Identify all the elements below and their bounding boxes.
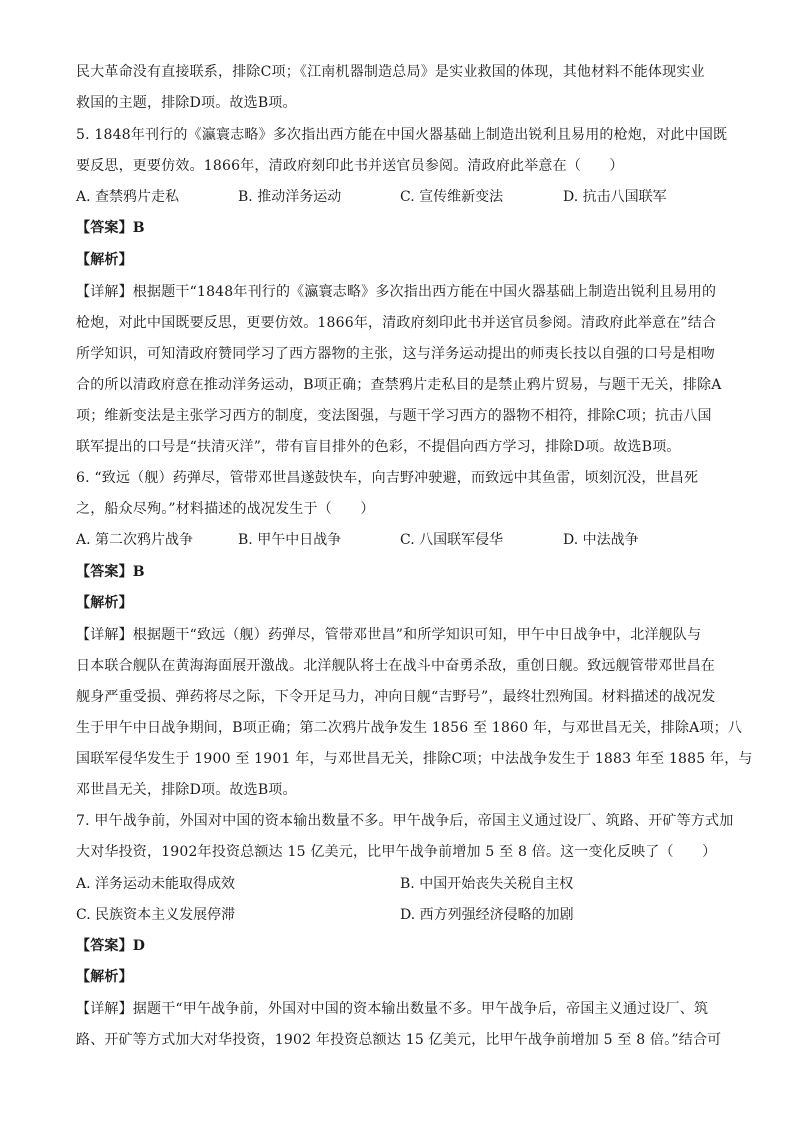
q5-option-b: B. 推动洋务运动 bbox=[238, 189, 342, 205]
q6-option-d: D. 中法战争 bbox=[563, 532, 639, 548]
text-line: 民大革命没有直接联系，排除C项；《江南机器制造总局》是实业救国的体现，其他材料不能体现实业 bbox=[76, 64, 705, 80]
q6-detail: 【详解】根据题干“致远（舰）药弹尽，管带邓世昌”和所学知识可知，甲午中日战争中，北洋舰队与 bbox=[76, 627, 702, 643]
q6-detail: 邓世昌无关，排除D项。故选B项。 bbox=[76, 782, 297, 798]
q5-detail: 项；维新变法是主张学习西方的制度，变法图强，与题干学习西方的器物不相符，排除C项；抗击八国 bbox=[76, 408, 712, 424]
q5-detail: 【详解】根据题干“1848年刊行的《瀛寰志略》多次指出西方能在中国火器基础上制造出锐利且易用的 bbox=[76, 284, 717, 300]
question-6-stem: 之，船众尽殉。”材料描述的战况发生于（ ） bbox=[76, 501, 375, 517]
q5-detail: 所学知识，可知清政府赞同学习了西方器物的主张，这与洋务运动提出的师夷长技以自强的口号是相吻 bbox=[76, 346, 715, 362]
q6-detail: 日本联合舰队在黄海海面展开激战。北洋舰队将士在战斗中奋勇杀敌，重创日舰。致远舰管带邓世昌在 bbox=[76, 658, 715, 674]
q7-detail: 路、开矿等方式加大对华投资，1902 年投资总额达 15 亿美元，比甲午战争前增加 5 至 8 倍。”结合可 bbox=[76, 1032, 722, 1048]
q5-analysis-heading: 【解析】 bbox=[76, 252, 133, 268]
q6-detail: 生于甲午中日战争期间，B项正确；第二次鸦片战争发生 1856 至 1860 年，与邓世昌无关，排除A项；八 bbox=[76, 720, 743, 736]
q6-answer: 【答案】B bbox=[76, 564, 145, 580]
text-line: 救国的主题，排除D项。故选B项。 bbox=[76, 95, 297, 111]
question-5-stem: 要反思，更要仿效。1866年，清政府刻印此书并送官员参阅。清政府此举意在（ ） bbox=[76, 158, 624, 174]
q6-option-c: C. 八国联军侵华 bbox=[400, 532, 504, 548]
q7-answer: 【答案】D bbox=[76, 938, 146, 954]
q6-option-b: B. 甲午中日战争 bbox=[238, 532, 342, 548]
q6-detail: 舰身严重受损、弹药将尽之际，下令开足马力，冲向日舰“吉野号”，最终壮烈殉国。材料描述的战况发 bbox=[76, 689, 716, 705]
question-7-stem: 7. 甲午战争前，外国对中国的资本输出数量不多。甲午战争后，帝国主义通过设厂、筑路、开矿等方式加 bbox=[76, 813, 734, 829]
q5-detail: 枪炮，对此中国既要反思，更要仿效。1866年，清政府刻印此书并送官员参阅。清政府此举意在”结合 bbox=[76, 315, 717, 331]
question-7-stem: 大对华投资，1902年投资总额达 15 亿美元，比甲午战争前增加 5 至 8 倍。这一变化反映了（ ） bbox=[76, 844, 717, 860]
q5-option-c: C. 宣传维新变法 bbox=[400, 189, 504, 205]
q5-answer: 【答案】B bbox=[76, 220, 145, 236]
q7-option-c: C. 民族资本主义发展停滞 bbox=[76, 907, 236, 923]
q7-option-d: D. 西方列强经济侵略的加剧 bbox=[400, 907, 574, 923]
q7-option-a: A. 洋务运动未能取得成效 bbox=[76, 876, 236, 892]
q6-detail: 国联军侵华发生于 1900 至 1901 年，与邓世昌无关，排除C项；中法战争发生于 1883 年至 1885 年，与 bbox=[76, 751, 753, 767]
q7-analysis-heading: 【解析】 bbox=[76, 969, 133, 985]
q6-analysis-heading: 【解析】 bbox=[76, 595, 133, 611]
question-6-stem: 6. “致远（舰）药弹尽，管带邓世昌遂鼓快车，向吉野冲驶避，而致远中其鱼雷，顷刻沉没，世昌死 bbox=[76, 470, 699, 486]
q7-option-b: B. 中国开始丧失关税自主权 bbox=[400, 876, 574, 892]
q5-detail: 联军提出的口号是“扶清灭洋”，带有盲目排外的色彩，不提倡向西方学习，排除D项。故选B项。 bbox=[76, 439, 681, 455]
q6-option-a: A. 第二次鸦片战争 bbox=[76, 532, 194, 548]
q5-option-d: D. 抗击八国联军 bbox=[563, 189, 667, 205]
q7-detail: 【详解】据题干“甲午战争前，外国对中国的资本输出数量不多。甲午战争后，帝国主义通过设厂、筑 bbox=[76, 1001, 709, 1017]
q5-option-a: A. 查禁鸦片走私 bbox=[76, 189, 180, 205]
question-5-stem: 5. 1848年刊行的《瀛寰志略》多次指出西方能在中国火器基础上制造出锐利且易用的枪炮，对此中国既 bbox=[76, 127, 728, 143]
q5-detail: 合的所以清政府意在推动洋务运动，B项正确；查禁鸦片走私目的是禁止鸦片贸易，与题干无关，排除A bbox=[76, 377, 722, 393]
